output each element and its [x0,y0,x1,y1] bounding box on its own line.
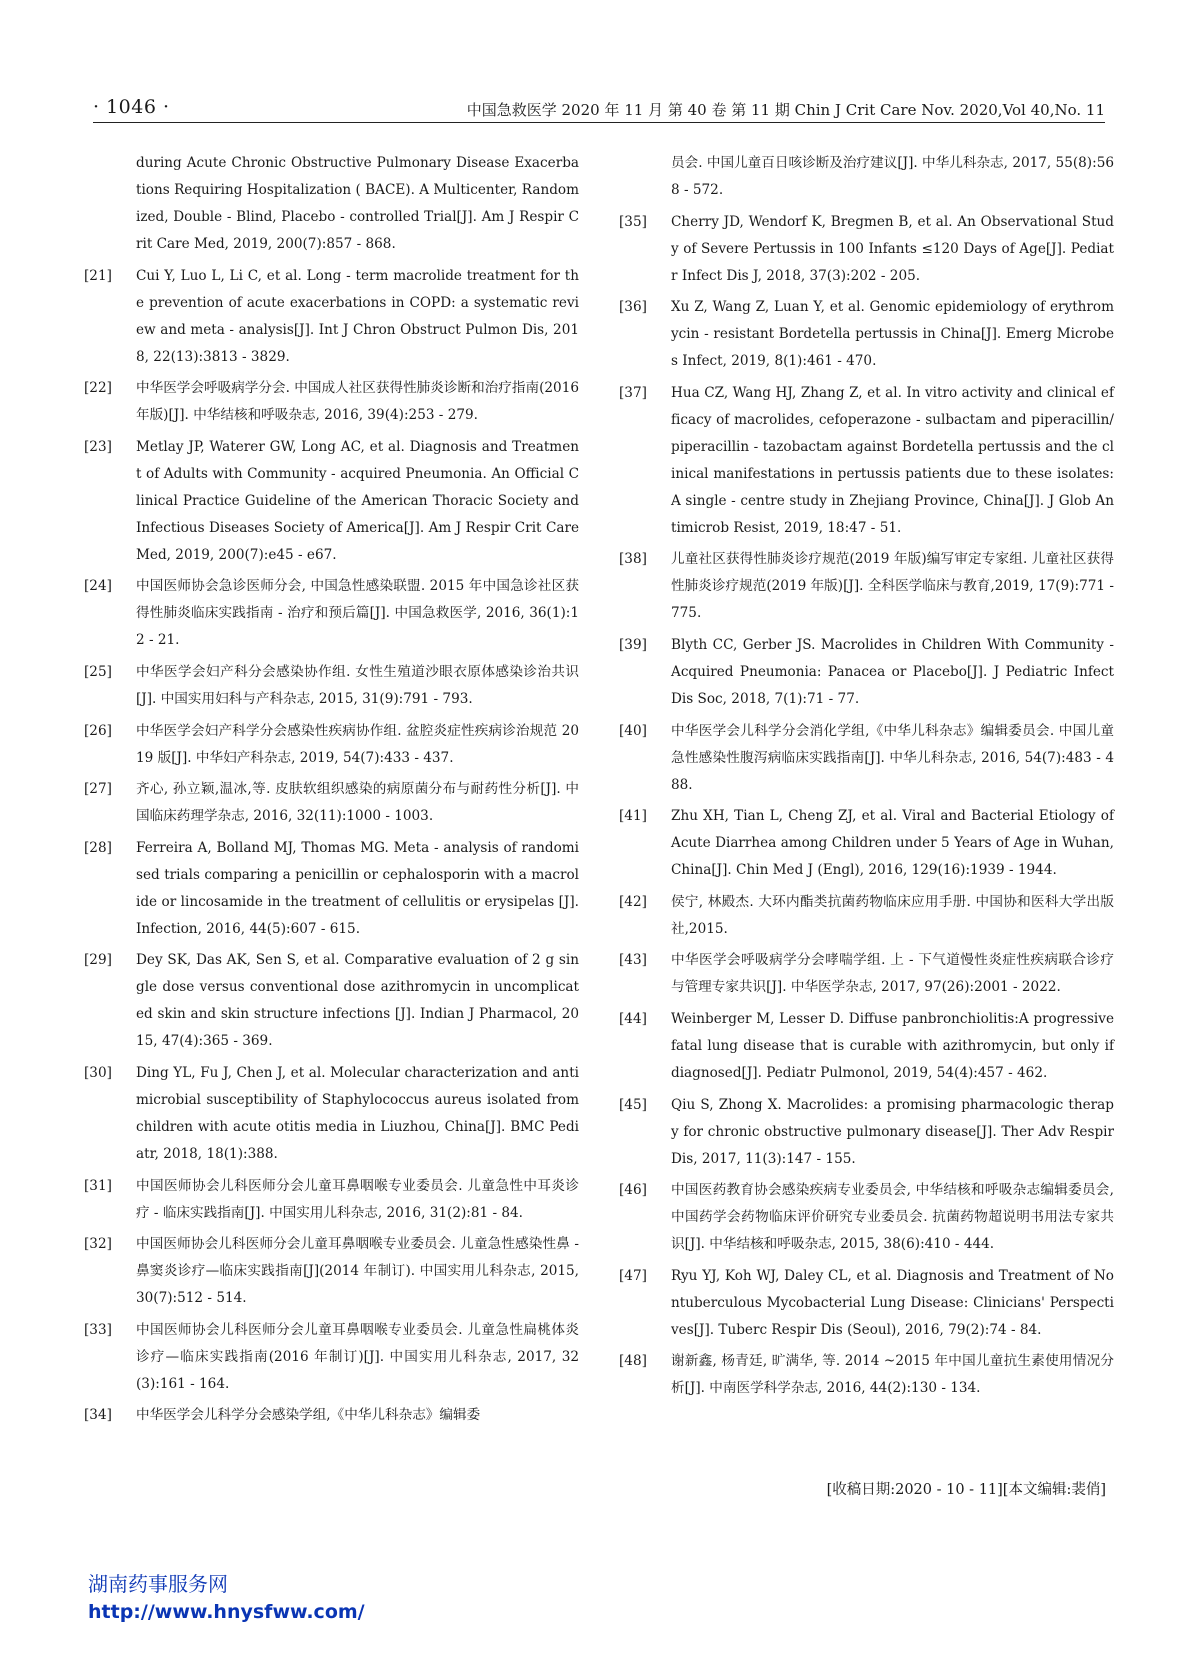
reference-number: [32] [84,1236,112,1253]
reference-entry [84,947,579,1055]
reference-number: [28] [84,839,112,856]
reference-entry [84,1060,579,1168]
reference-entry [619,1348,1114,1402]
reference-number: [40] [619,722,647,739]
reference-number: [25] [84,663,112,680]
reference-text: 谢新鑫, 杨青廷, 旷满华, 等. 2014 ~2015 年中国儿童抗生素使用情况分析[J]. 中南医学科学杂志, 2016, 44(2):130 - 134. [671,1353,1114,1397]
reference-number: [22] [84,380,112,397]
reference-text: 中华医学会妇产科学分会感染性疾病协作组. 盆腔炎症性疾病诊治规范 2019 版[J]. 中华妇产科杂志, 2019, 54(7):433 - 437. [136,722,579,766]
reference-text: during Acute Chronic Obstructive Pulmonary Disease Exacerbations Requiring Hospitalization ( BACE). A Multicenter, Randomized, Double - Blind, Placebo - controlled Trial[J]. Am J Respir Crit Care Med, 2019, 200(7):857 - 868. [136,155,579,252]
reference-text: 儿童社区获得性肺炎诊疗规范(2019 年版)编写审定专家组. 儿童社区获得性肺炎诊疗规范(2019 年版)[J]. 全科医学临床与教育,2019, 17(9):771 - 775. [671,551,1114,622]
reference-entry [84,375,579,429]
reference-number: [48] [619,1353,647,1370]
reference-number: [34] [84,1407,112,1424]
reference-text: Xu Z, Wang Z, Luan Y, et al. Genomic epidemiology of erythromycin - resistant Bordetella pertussis in China[J]. Emerg Microbes Infect, 2019, 8(1):461 - 470. [671,299,1114,370]
reference-number: [29] [84,952,112,969]
reference-entry [619,209,1114,290]
reference-continuation [619,150,1114,204]
reference-number: [38] [619,551,647,568]
reference-text: Ferreira A, Bolland MJ, Thomas MG. Meta - analysis of randomised trials comparing a penicillin or cephalosporin with a macrolide or lincosamide in the treatment of cellulitis or erysipelas [J]. Infection, 2016, 44(5):607 - 615. [136,839,579,937]
reference-entry [619,1263,1114,1344]
watermark-url: http://www.hnysfww.com/ [88,1601,365,1623]
page-header [0,0,1200,124]
reference-number: [36] [619,299,647,316]
reference-entry [84,835,579,943]
reference-entry [619,718,1114,799]
reference-entry [84,1231,579,1312]
reference-number: [42] [619,893,647,910]
page-number: · 1046 · [93,96,170,118]
reference-entry [84,434,579,569]
reference-number: [27] [84,781,112,798]
reference-entry [619,803,1114,884]
reference-entry [619,889,1114,943]
reference-text: 中华医学会呼吸病学分会. 中国成人社区获得性肺炎诊断和治疗指南(2016 年版)[J]. 中华结核和呼吸杂志, 2016, 39(4):253 - 279. [136,380,579,424]
reference-entry [619,947,1114,1001]
reference-number: [47] [619,1267,647,1284]
reference-number: [31] [84,1177,112,1194]
reference-entry [619,380,1114,542]
reference-number: [30] [84,1064,112,1081]
reference-entry [84,573,579,654]
reference-entry [619,294,1114,375]
watermark [88,1570,365,1626]
running-head: 中国急救医学 2020 年 11 月 第 40 卷 第 11 期 Chin J Crit Care Nov. 2020,Vol 40,No. 11 [466,101,1105,119]
reference-number: [26] [84,722,112,739]
received-date-note: [收稿日期:2020 - 10 - 11][本文编辑:裴俏] [826,1482,1106,1498]
reference-entry [84,1173,579,1227]
reference-text: 中国医师协会急诊医师分会, 中国急性感染联盟. 2015 年中国急诊社区获得性肺炎临床实践指南 - 治疗和预后篇[J]. 中国急救医学, 2016, 36(1):12 - 21. [136,578,579,649]
reference-entry [84,263,579,371]
reference-entry [619,632,1114,713]
reference-entry [84,1402,579,1429]
reference-entry [84,659,579,713]
reference-number: [45] [619,1096,647,1113]
reference-number: [44] [619,1010,647,1027]
reference-entry [619,1092,1114,1173]
reference-number: [24] [84,578,112,595]
reference-column-left [84,150,579,1434]
reference-number: [21] [84,267,112,284]
reference-number: [39] [619,636,647,653]
reference-entry [84,1317,579,1398]
reference-number: [35] [619,213,647,230]
reference-entry [619,546,1114,627]
reference-text: 中国医师协会儿科医师分会儿童耳鼻咽喉专业委员会. 儿童急性中耳炎诊疗 - 临床实践指南[J]. 中国实用儿科杂志, 2016, 31(2):81 - 84. [136,1177,579,1221]
reference-number: [23] [84,438,112,455]
reference-text: Hua CZ, Wang HJ, Zhang Z, et al. In vitro activity and clinical efficacy of macrolides, cefoperazone - sulbactam and piperacillin/piperacillin - tazobactam against Bordetella pertussis and the clinical manifestations in pertussis patients due to these isolates: A single - centre study in Zhejiang Province, China[J]. J Glob Antimicrob Resist, 2019, 18:47 - 51. [671,384,1114,536]
reference-number: [41] [619,808,647,825]
header-rule [93,122,1105,123]
reference-text: 中国医药教育协会感染疾病专业委员会, 中华结核和呼吸杂志编辑委员会, 中国药学会药物临床评价研究专业委员会. 抗菌药物超说明书用法专家共识[J]. 中华结核和呼吸杂志, 2015, 38(6):410 - 444. [671,1182,1114,1253]
reference-text: Cherry JD, Wendorf K, Bregmen B, et al. An Observational Study of Severe Pertussis in 100 Infants ≤120 Days of Age[J]. Pediatr Infect Dis J, 2018, 37(3):202 - 205. [671,213,1114,284]
reference-text: 中国医师协会儿科医师分会儿童耳鼻咽喉专业委员会. 儿童急性扁桃体炎诊疗—临床实践指南(2016 年制订)[J]. 中国实用儿科杂志, 2017, 32 (3):161 - 164. [136,1321,579,1392]
reference-entry [84,718,579,772]
reference-text: Metlay JP, Waterer GW, Long AC, et al. Diagnosis and Treatment of Adults with Community - acquired Pneumonia. An Official Clinical Practice Guideline of the American Thoracic Society and Infectious Diseases Society of America[J]. Am J Respir Crit Care Med, 2019, 200(7):e45 - e67. [136,438,579,563]
reference-text: Zhu XH, Tian L, Cheng ZJ, et al. Viral and Bacterial Etiology of Acute Diarrhea among Children under 5 Years of Age in Wuhan, China[J]. Chin Med J (Engl), 2016, 129(16):1939 - 1944. [671,808,1114,879]
reference-text: Dey SK, Das AK, Sen S, et al. Comparative evaluation of 2 g single dose versus conventional dose azithromycin in uncomplicated skin and skin structure infections [J]. Indian J Pharmacol, 2015, 47(4):365 - 369. [136,952,579,1050]
reference-text: 中国医师协会儿科医师分会儿童耳鼻咽喉专业委员会. 儿童急性感染性鼻 - 鼻窦炎诊疗—临床实践指南[J](2014 年制订). 中国实用儿科杂志, 2015, 30(7):512 - 514. [136,1236,579,1307]
reference-text: Qiu S, Zhong X. Macrolides: a promising pharmacologic therapy for chronic obstructive pulmonary disease[J]. Ther Adv Respir Dis, 2017, 11(3):147 - 155. [671,1096,1114,1167]
reference-text: Ding YL, Fu J, Chen J, et al. Molecular characterization and antimicrobial susceptibility of Staphylococcus aureus isolated from children with acute otitis media in Liuzhou, China[J]. BMC Pediatr, 2018, 18(1):388. [136,1064,579,1162]
reference-number: [33] [84,1321,112,1338]
reference-text: 中华医学会儿科学分会消化学组,《中华儿科杂志》编辑委员会. 中国儿童急性感染性腹泻病临床实践指南[J]. 中华儿科杂志, 2016, 54(7):483 - 488. [671,722,1114,793]
reference-continuation [84,150,579,258]
reference-text: 侯宁, 林殿杰. 大环内酯类抗菌药物临床应用手册. 中国协和医科大学出版社,2015. [671,893,1114,937]
reference-text: 员会. 中国儿童百日咳诊断及治疗建议[J]. 中华儿科杂志, 2017, 55(8):568 - 572. [671,155,1114,198]
reference-entry [619,1006,1114,1087]
watermark-site-name: 湖南药事服务网 [88,1572,228,1596]
reference-column-right [619,150,1114,1407]
reference-entry [84,776,579,830]
reference-text: Weinberger M, Lesser D. Diffuse panbronchiolitis:A progressive fatal lung disease that is curable with azithromycin, but only if diagnosed[J]. Pediatr Pulmonol, 2019, 54(4):457 - 462. [671,1010,1114,1081]
reference-text: Ryu YJ, Koh WJ, Daley CL, et al. Diagnosis and Treatment of Nontuberculous Mycobacterial Lung Disease: Clinicians' Perspectives[J]. Tuberc Respir Dis (Seoul), 2016, 79(2):74 - 84. [671,1267,1114,1338]
reference-text: Cui Y, Luo L, Li C, et al. Long - term macrolide treatment for the prevention of acute exacerbations in COPD: a systematic review and meta - analysis[J]. Int J Chron Obstruct Pulmon Dis, 2018, 22(13):3813 - 3829. [136,267,579,365]
reference-entry [619,1177,1114,1258]
reference-text: 中华医学会呼吸病学分会哮喘学组. 上 - 下气道慢性炎症性疾病联合诊疗与管理专家共识[J]. 中华医学杂志, 2017, 97(26):2001 - 2022. [671,952,1114,996]
reference-text: 齐心, 孙立颖,温冰,等. 皮肤软组织感染的病原菌分布与耐药性分析[J]. 中国临床药理学杂志, 2016, 32(11):1000 - 1003. [136,781,579,825]
reference-number: [43] [619,952,647,969]
reference-number: [46] [619,1182,647,1199]
reference-number: [37] [619,384,647,401]
reference-text: 中华医学会儿科学分会感染学组,《中华儿科杂志》编辑委 [136,1407,481,1424]
reference-text: 中华医学会妇产科分会感染协作组. 女性生殖道沙眼衣原体感染诊治共识[J]. 中国实用妇科与产科杂志, 2015, 31(9):791 - 793. [136,663,579,707]
reference-text: Blyth CC, Gerber JS. Macrolides in Children With Community - Acquired Pneumonia: Panacea or Placebo[J]. J Pediatric Infect Dis Soc, 2018, 7(1):71 - 77. [671,636,1114,707]
